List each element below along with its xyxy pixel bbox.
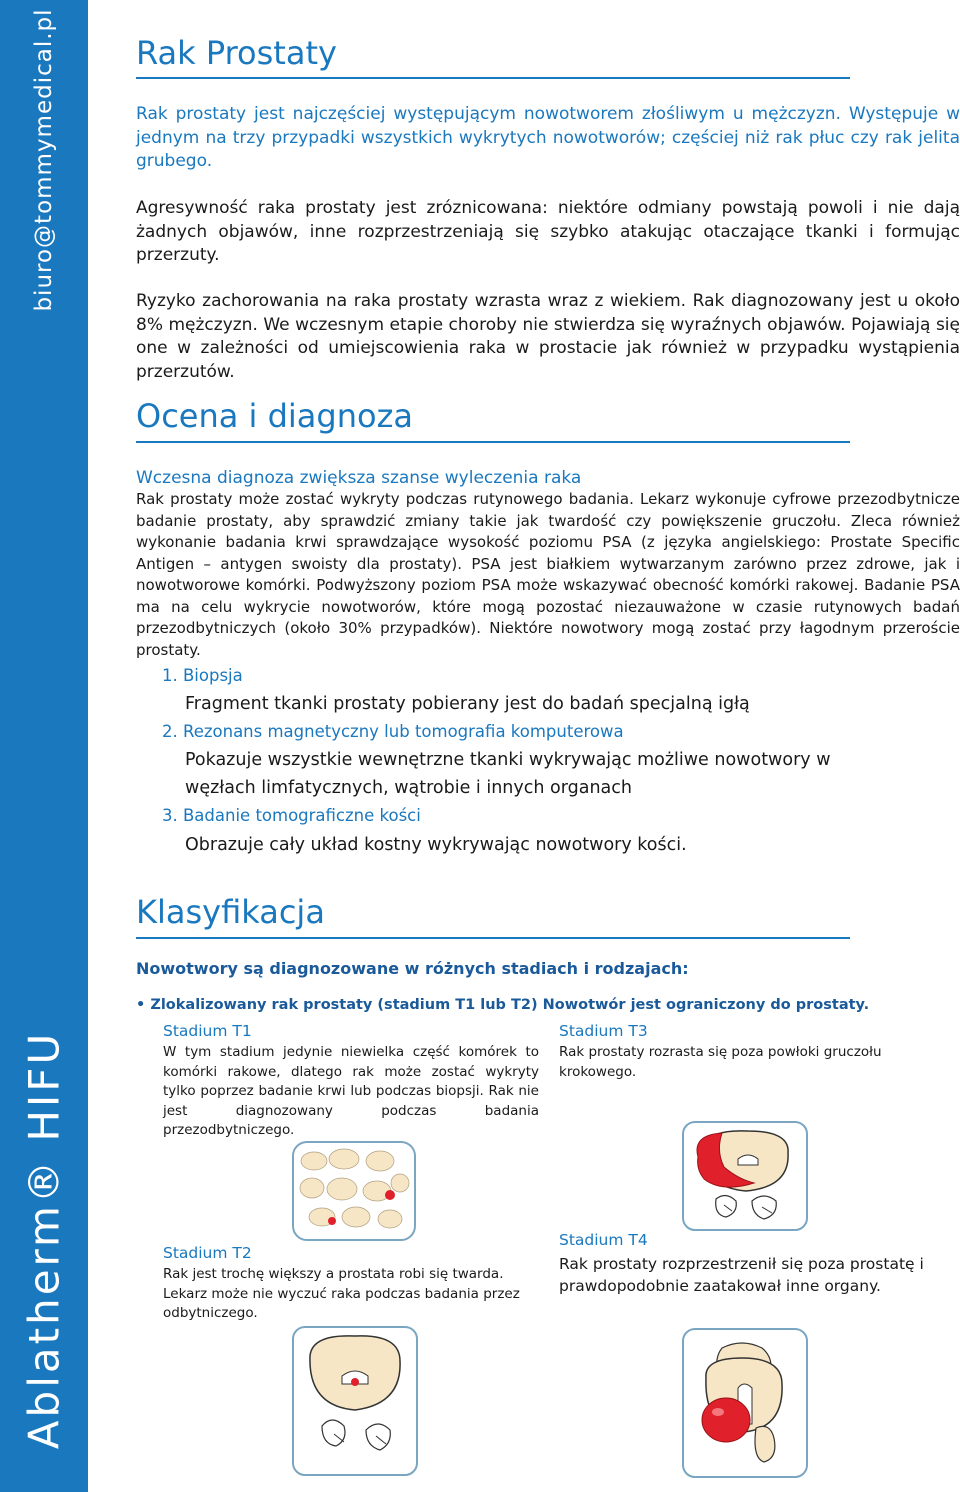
page-title: Rak Prostaty bbox=[136, 34, 337, 72]
stage-t4-illustration bbox=[682, 1328, 808, 1478]
list-item-body-bone-scan: Obrazuje cały układ kostny wykrywając nowotwory kości. bbox=[185, 835, 687, 855]
aggressiveness-paragraph: Agresywność raka prostaty jest zróznicowana: niektóre odmiany powstają powoli i nie dają żadnych objawów, inne rozprzestrzeniają się szybko atakując otaczające tkanki i formując przerzuty. bbox=[136, 198, 960, 265]
list-item-title-bone-scan: 3. Badanie tomograficzne kości bbox=[162, 806, 421, 825]
sidebar-brand: Ablatherm® HIFU bbox=[19, 1030, 69, 1450]
list-item-body-biopsy: Fragment tkanki prostaty pobierany jest do badań specjalną igłą bbox=[185, 694, 750, 714]
stage-t2-body: Rak jest trochę większy a prostata robi się twarda. Lekarz może nie wyczuć raka podczas badania przez odbytniczego. bbox=[163, 1266, 520, 1321]
stage-t1-title: Stadium T1 bbox=[163, 1022, 252, 1040]
list-item-body-mri: Pokazuje wszystkie wewnętrzne tkanki wykrywając możliwe nowotwory w węzłach limfatycznych, wątrobie i innych organach bbox=[185, 750, 831, 798]
classification-heading: Klasyfikacja bbox=[136, 893, 325, 931]
classification-subheading: Nowotwory są diagnozowane w różnych stadiach i rodzajach: bbox=[136, 959, 689, 978]
classification-divider bbox=[136, 937, 850, 939]
stage-t1-illustration bbox=[292, 1141, 416, 1241]
stage-t1-body: W tym stadium jedynie niewielka część komórek to komórki rakowe, dlatego rak może zostać wykryty tylko poprzez badanie krwi lub podczas biopsji. Rak nie jest diagnozowany podczas badania przezodbytniczego. bbox=[163, 1044, 539, 1138]
stage-t4-body: Rak prostaty rozprzestrzenił się poza prostatę i prawdopodobnie zaatakował inne organy. bbox=[559, 1255, 924, 1295]
diagnosis-subtitle: Wczesna diagnoza zwiększa szanse wyleczenia raka bbox=[136, 468, 582, 488]
prostate-t4-svg bbox=[682, 1328, 808, 1478]
prostate-t3-svg bbox=[682, 1121, 808, 1231]
localized-cancer-bullet: • Zlokalizowany rak prostaty (stadium T1 lub T2) Nowotwór jest ograniczony do prostaty. bbox=[136, 997, 870, 1013]
intro-paragraph: Rak prostaty jest najczęściej występującym nowotworem złośliwym u mężczyzn. Występuje w jednym na trzy przypadki wszystkich wykrytych nowotworów; częściej niż rak płuc czy rak jelita grubego. bbox=[136, 104, 960, 171]
diagnosis-heading: Ocena i diagnoza bbox=[136, 397, 413, 435]
list-item-title-biopsy: 1. Biopsja bbox=[162, 666, 243, 685]
prostate-t2-svg bbox=[292, 1326, 418, 1476]
stage-t3-body: Rak prostaty rozrasta się poza powłoki gruczołu krokowego. bbox=[559, 1044, 882, 1080]
diagnosis-divider bbox=[136, 441, 850, 443]
cells-illustration-svg bbox=[292, 1141, 416, 1241]
risk-paragraph: Ryzyko zachorowania na raka prostaty wzrasta wraz z wiekiem. Rak diagnozowany jest u około 8% mężczyzn. We wczesnym etapie choroby nie stwierdza się wyraźnych objawów. Pojawiają się one w zależności od umiejscowienia raka w prostacie jak również w przypadku wystąpienia przerzutów. bbox=[136, 291, 960, 382]
sidebar-email[interactable]: biuro@tommymedical.pl bbox=[31, 8, 57, 312]
list-item-title-mri: 2. Rezonans magnetyczny lub tomografia komputerowa bbox=[162, 722, 624, 741]
stage-t2-title: Stadium T2 bbox=[163, 1244, 252, 1262]
sidebar bbox=[0, 0, 88, 1492]
title-divider bbox=[136, 77, 850, 79]
stage-t3-title: Stadium T3 bbox=[559, 1022, 648, 1040]
diagnosis-body: Rak prostaty może zostać wykryty podczas rutynowego badania. Lekarz wykonuje cyfrowe przezodbytnicze badanie prostaty, aby sprawdzić zmiany takie jak twardość czy powiększenie gruczołu. Zleca również wykonanie badania krwi sprawdzające wysokość poziomu PSA (z języka angielskiego: Prostate Specific Antigen – antygen swoisty dla prostaty). PSA jest białkiem wytwarzanym zarówno przez zdrowe, jak i nowotworowe komórki. Podwyższony poziom PSA może wskazywać obecność komórki rakowej. Badanie PSA ma na celu wykrycie nowotworów, które mogą pozostać niezauważone w czasie rutynowych badań przezodbytniczych (około 30% przypadków). Niektóre nowotwory mogą zostać przy łagodnym przeroście prostaty. bbox=[136, 490, 960, 659]
stage-t2-illustration bbox=[292, 1326, 418, 1476]
stage-t3-illustration bbox=[682, 1121, 808, 1231]
stage-t4-title: Stadium T4 bbox=[559, 1231, 648, 1249]
